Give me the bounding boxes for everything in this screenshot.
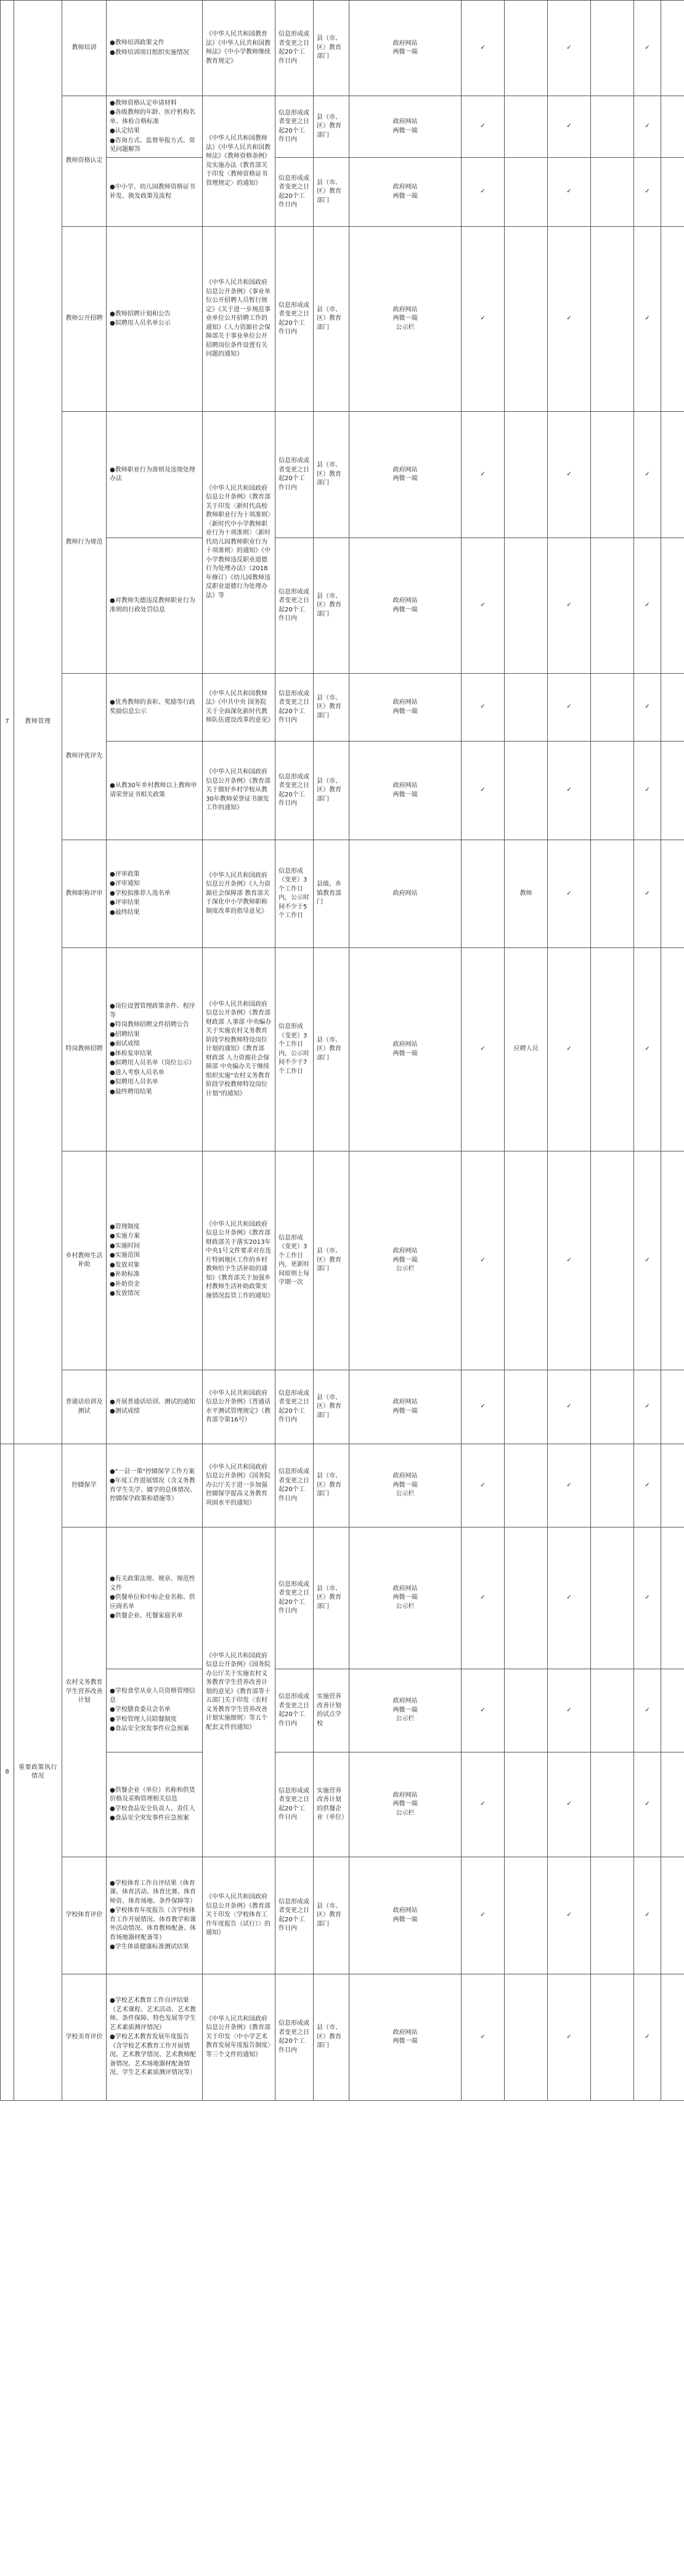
empty-cell bbox=[591, 840, 634, 948]
disclosure-channel: 政府网站 两微一端 公示栏 bbox=[349, 227, 462, 412]
content-item: ●补助标准 bbox=[110, 1271, 140, 1278]
check-mark: ✓ bbox=[634, 1527, 661, 1669]
content-item: ●发放对象 bbox=[110, 1261, 140, 1269]
content-item: ●评审通知 bbox=[110, 880, 140, 888]
disclosure-subject: 县（市、区）教育部门 bbox=[314, 1151, 349, 1370]
check-mark: ✓ bbox=[634, 1370, 661, 1444]
empty-cell bbox=[505, 96, 548, 158]
sub-category: 教师职称评审 bbox=[62, 840, 107, 948]
content-item: ●对教师失德违反教师职业行为准则的行政处罚信息 bbox=[110, 597, 195, 613]
content-item: ●教师职业行为准则及违规处理办法 bbox=[110, 466, 195, 482]
disclosure-timing: 信息形成或者变更之日起20个工作日内 bbox=[275, 96, 314, 158]
sub-category: 教师公开招聘 bbox=[62, 227, 107, 412]
empty-cell bbox=[591, 227, 634, 412]
content-item: ●拟聘用人员名单（岗位公示） bbox=[110, 1060, 195, 1066]
empty-cell bbox=[591, 1, 634, 96]
empty-cell bbox=[591, 538, 634, 674]
empty-cell bbox=[505, 1669, 548, 1752]
table-row bbox=[1, 840, 684, 948]
disclosure-content bbox=[107, 96, 203, 158]
content-item: ●最终聘用结果 bbox=[110, 1088, 152, 1095]
content-item: ●进入考察人员名单 bbox=[110, 1069, 165, 1076]
disclosure-subject: 县（市、区）教育部门 bbox=[314, 1857, 349, 1974]
check-mark: ✓ bbox=[634, 674, 661, 742]
content-item: ●拟聘用人员名单公示 bbox=[110, 320, 171, 327]
disclosure-channel: 政府网站 两微一端 公示栏 bbox=[349, 1151, 462, 1370]
disclosure-subject: 县（市、区）教育部门 bbox=[314, 538, 349, 674]
content-item: ●教师培训政策文件 bbox=[110, 39, 165, 46]
check-mark: ✓ bbox=[462, 158, 505, 227]
empty-cell bbox=[591, 96, 634, 158]
check-mark: ✓ bbox=[634, 1752, 661, 1857]
sub-category: 教师培训 bbox=[62, 1, 107, 96]
check-mark: ✓ bbox=[462, 1752, 505, 1857]
disclosure-subject: 县（市、区）教育部门 bbox=[314, 158, 349, 227]
table-row bbox=[1, 1151, 684, 1370]
empty-cell bbox=[661, 412, 684, 538]
disclosure-subject: 县（市、区）教育部门 bbox=[314, 1444, 349, 1527]
disclosure-channel: 政府网站 两微一端 bbox=[349, 742, 462, 840]
disclosure-channel: 政府网站 两微一端 公示栏 bbox=[349, 1527, 462, 1669]
empty-cell bbox=[505, 1151, 548, 1370]
content-item: ●特岗教师招聘文件招聘公告 bbox=[110, 1021, 189, 1028]
disclosure-subject: 县（市、区）教育部门 bbox=[314, 96, 349, 158]
table-row bbox=[1, 1857, 684, 1974]
disclosure-channel: 政府网站 两微一端 bbox=[349, 538, 462, 674]
disclosure-content bbox=[107, 674, 203, 742]
empty-cell bbox=[661, 1974, 684, 2101]
content-item: ●学生体质健康标准测试结果 bbox=[110, 1944, 189, 1950]
content-item: ●实施时间 bbox=[110, 1242, 140, 1249]
scope-text: 教师 bbox=[505, 840, 548, 948]
content-item: ●测试成绩 bbox=[110, 1408, 140, 1415]
disclosure-subject: 县（市、区）教育部门 bbox=[314, 1974, 349, 2101]
disclosure-timing: 信息形成或者变更之日起20个工作日内 bbox=[275, 1527, 314, 1669]
content-item: ●学校拟推荐人选名单 bbox=[110, 889, 171, 897]
empty-cell bbox=[661, 1370, 684, 1444]
content-item: ●招聘结果 bbox=[110, 1031, 140, 1038]
check-mark: ✓ bbox=[634, 96, 661, 158]
disclosure-channel: 政府网站 两微一端 公示栏 bbox=[349, 1752, 462, 1857]
disclosure-content bbox=[107, 158, 203, 227]
legal-basis: 《中华人民共和国政府信息公开条例》《国务院办公厅关于进一步加强控辍保学提高义务教育巩固水平的通知》 bbox=[203, 1444, 275, 1527]
check-mark: ✓ bbox=[548, 1151, 591, 1370]
disclosure-channel: 政府网站 两微一端 公示栏 bbox=[349, 1444, 462, 1527]
content-item: ●学校膳食委员会名单 bbox=[110, 1706, 171, 1714]
empty-cell bbox=[661, 158, 684, 227]
check-mark: ✓ bbox=[634, 538, 661, 674]
check-mark: ✓ bbox=[462, 96, 505, 158]
check-mark: ✓ bbox=[462, 948, 505, 1151]
content-item: ●最终结果 bbox=[110, 909, 140, 916]
sub-category: 乡村教师生活补助 bbox=[62, 1151, 107, 1370]
empty-cell bbox=[505, 742, 548, 840]
disclosure-content bbox=[107, 1974, 203, 2101]
check-mark: ✓ bbox=[634, 840, 661, 948]
sub-category: 特岗教师招聘 bbox=[62, 948, 107, 1151]
content-item: ●优秀教师的表彰、奖励等行政奖励信息公示 bbox=[110, 699, 195, 715]
check-mark: ✓ bbox=[462, 1857, 505, 1974]
check-mark: ✓ bbox=[634, 412, 661, 538]
empty-cell bbox=[661, 1857, 684, 1974]
group-index: 7 bbox=[1, 1, 14, 1444]
disclosure-content bbox=[107, 1370, 203, 1444]
check-mark: ✓ bbox=[462, 1, 505, 96]
empty-cell bbox=[505, 1370, 548, 1444]
disclosure-timing: 信息形成或者变更之日起20个工作日内 bbox=[275, 1752, 314, 1857]
disclosure-content bbox=[107, 1669, 203, 1752]
check-mark: ✓ bbox=[462, 412, 505, 538]
empty-cell bbox=[591, 412, 634, 538]
content-item: ●教师培训项目组织实施情况 bbox=[110, 49, 189, 56]
legal-basis: 《中华人民共和国政府信息公开条例》《国务院办公厅关于实施农村义务教育学生营养改善计划的意见》《教育部等十五部门关于印发〈农村义务教育学生营养改善计划实施细则〉等五个配套文件的通知》 bbox=[203, 1527, 275, 1857]
check-mark: ✓ bbox=[548, 1444, 591, 1527]
empty-cell bbox=[661, 840, 684, 948]
legal-basis: 《中华人民共和国政府信息公开条例》《教育部关于做好乡村学校从教30年教师荣誉证书颁发工作的通知》 bbox=[203, 742, 275, 840]
disclosure-subject: 县（市、区）教育部门 bbox=[314, 674, 349, 742]
disclosure-subject: 县（市、区）教育部门 bbox=[314, 412, 349, 538]
legal-basis: 《中华人民共和国政府信息公开条例》《人力资源社会保障部 教育部关于深化中小学教师职称制度改革的指导意见》 bbox=[203, 840, 275, 948]
empty-cell bbox=[591, 674, 634, 742]
disclosure-timing: 信息形成或者变更之日起20个工作日内 bbox=[275, 1669, 314, 1752]
check-mark: ✓ bbox=[634, 227, 661, 412]
legal-basis: 《中华人民共和国政府信息公开条例》《教育部关于印发〈学校体育工作年度报告（试行）〉的通知》 bbox=[203, 1857, 275, 1974]
sub-category: 普通话培训及测试 bbox=[62, 1370, 107, 1444]
content-item: ●认定结果 bbox=[110, 128, 140, 134]
empty-cell bbox=[591, 742, 634, 840]
group-category: 重要政策执行情况 bbox=[14, 1444, 62, 2101]
content-item: ●年度工作进展情况（含义务教育学生失学、辍学的总体情况、控辍保学政策和措施等） bbox=[110, 1478, 196, 1502]
disclosure-channel: 政府网站 两微一端 bbox=[349, 96, 462, 158]
table-body bbox=[1, 1, 684, 2101]
disclosure-channel: 政府网站 两微一端 bbox=[349, 948, 462, 1151]
empty-cell bbox=[505, 1527, 548, 1669]
disclosure-content bbox=[107, 1444, 203, 1527]
content-item: ●食品安全突发事件应急预案 bbox=[110, 1815, 189, 1822]
sub-category: 学校体育评价 bbox=[62, 1857, 107, 1974]
check-mark: ✓ bbox=[462, 1669, 505, 1752]
sub-category: 农村义务教育学生营养改善计划 bbox=[62, 1527, 107, 1857]
disclosure-timing: 信息形成（变更）3个工作日内，公示时间不少于5个工作日 bbox=[275, 840, 314, 948]
check-mark: ✓ bbox=[548, 840, 591, 948]
check-mark: ✓ bbox=[548, 227, 591, 412]
legal-basis: 《中华人民共和国教育法》《中华人民共和国教师法》《中小学教师继续教育规定》 bbox=[203, 1, 275, 96]
empty-cell bbox=[505, 1, 548, 96]
disclosure-subject: 实施营养改善计划的试点学校 bbox=[314, 1669, 349, 1752]
content-item: ●学校艺术教育发展年度报告（含学校艺术教育工作开展情况、艺术教学情况、艺术教师配备情况、艺术场地器材配备情况、学生艺术素质测评情况等） bbox=[110, 2034, 196, 2077]
disclosure-channel: 政府网站 两微一端 bbox=[349, 1370, 462, 1444]
content-item: ●岗位设置管理政策条件、程序等 bbox=[110, 1003, 195, 1019]
content-item: ●学校食堂从业人员资格管理信息 bbox=[110, 1688, 195, 1704]
content-item: ●从教30年乡村教师以上教师申请荣誉证书相关政策 bbox=[110, 782, 197, 798]
sub-category: 教师行为规范 bbox=[62, 412, 107, 674]
group-category: 教师管理 bbox=[14, 1, 62, 1444]
disclosure-channel: 政府网站 两微一端 bbox=[349, 1, 462, 96]
empty-cell bbox=[591, 1752, 634, 1857]
table-row bbox=[1, 1444, 684, 1527]
content-item: ●咨询方式、监督举报方式、常见问题解答 bbox=[110, 137, 195, 153]
empty-cell bbox=[505, 412, 548, 538]
check-mark: ✓ bbox=[548, 1527, 591, 1669]
empty-cell bbox=[661, 1669, 684, 1752]
legal-basis: 《中华人民共和国政府信息公开条例》《事业单位公开招聘人员暂行规定》《关于进一步规范事业单位公开招聘工作的通知》《人力资源社会保障部关于事业单位公开招聘岗位条件设置有关问题的通知》 bbox=[203, 227, 275, 412]
empty-cell bbox=[661, 742, 684, 840]
empty-cell bbox=[661, 1752, 684, 1857]
content-item: ●体检复审结果 bbox=[110, 1050, 152, 1057]
empty-cell bbox=[591, 158, 634, 227]
table-row bbox=[1, 1, 684, 96]
empty-cell bbox=[505, 674, 548, 742]
content-item: ●教师资格认定申请材料 bbox=[110, 99, 177, 107]
check-mark: ✓ bbox=[548, 96, 591, 158]
content-item: ●学校食品安全负责人、责任人 bbox=[110, 1805, 195, 1812]
empty-cell bbox=[591, 1527, 634, 1669]
disclosure-timing: 信息形成或者变更之日起20个工作日内 bbox=[275, 1974, 314, 2101]
disclosure-content bbox=[107, 948, 203, 1151]
table-row bbox=[1, 227, 684, 412]
empty-cell bbox=[661, 674, 684, 742]
disclosure-subject: 县（市、区）教育部门 bbox=[314, 742, 349, 840]
disclosure-channel: 政府网站 两微一端 bbox=[349, 674, 462, 742]
disclosure-timing: 信息形成或者变更之日起20个工作日内 bbox=[275, 158, 314, 227]
empty-cell bbox=[505, 538, 548, 674]
check-mark: ✓ bbox=[462, 1527, 505, 1669]
check-mark: ✓ bbox=[548, 1857, 591, 1974]
check-mark: ✓ bbox=[462, 1974, 505, 2101]
disclosure-content bbox=[107, 1151, 203, 1370]
table-row bbox=[1, 96, 684, 158]
check-mark: ✓ bbox=[634, 158, 661, 227]
content-item: ●供餐企业（单位）名称和供货价格及采购管理相关信息 bbox=[110, 1786, 195, 1802]
disclosure-timing: 信息形成或者变更之日起20个工作日内 bbox=[275, 674, 314, 742]
disclosure-channel: 政府网站 两微一端 公示栏 bbox=[349, 1669, 462, 1752]
disclosure-timing: 信息形成或者变更之日起20个工作日内 bbox=[275, 742, 314, 840]
check-mark: ✓ bbox=[634, 742, 661, 840]
empty-cell bbox=[661, 948, 684, 1151]
disclosure-subject: 县（市、区）教育部门 bbox=[314, 227, 349, 412]
scope-text: 应聘人员 bbox=[505, 948, 548, 1151]
empty-cell bbox=[505, 227, 548, 412]
content-item: ●食品安全突发事件应急预案 bbox=[110, 1725, 189, 1733]
disclosure-content bbox=[107, 742, 203, 840]
check-mark: ✓ bbox=[634, 1669, 661, 1752]
empty-cell bbox=[661, 1444, 684, 1527]
disclosure-subject: 县（市、区）教育部门 bbox=[314, 1527, 349, 1669]
check-mark: ✓ bbox=[462, 538, 505, 674]
check-mark: ✓ bbox=[548, 1974, 591, 2101]
disclosure-timing: 信息形成或者变更之日起20个工作日内 bbox=[275, 412, 314, 538]
sub-category: 控辍保学 bbox=[62, 1444, 107, 1527]
disclosure-timing: 信息形成或者变更之日起20个工作日内 bbox=[275, 1, 314, 96]
disclosure-channel: 政府网站 两微一端 bbox=[349, 1974, 462, 2101]
content-item: ●评审政策 bbox=[110, 870, 140, 878]
table-row bbox=[1, 948, 684, 1151]
content-item: ●教师招聘计划和公告 bbox=[110, 310, 171, 317]
content-item: ●实施范围 bbox=[110, 1252, 140, 1259]
disclosure-subject: 县（市、区）教育部门 bbox=[314, 948, 349, 1151]
disclosure-subject: 县（市、区）教育部门 bbox=[314, 1370, 349, 1444]
check-mark: ✓ bbox=[462, 227, 505, 412]
empty-cell bbox=[505, 1974, 548, 2101]
content-item: ●供餐企业、托餐家庭名单 bbox=[110, 1613, 183, 1620]
disclosure-content bbox=[107, 412, 203, 538]
disclosure-channel: 政府网站 两微一端 bbox=[349, 412, 462, 538]
empty-cell bbox=[462, 840, 505, 948]
empty-cell bbox=[661, 1527, 684, 1669]
check-mark: ✓ bbox=[548, 674, 591, 742]
legal-basis: 《中华人民共和国教师法》《中华人民共和国教师法》《教师资格条例》及实施办法《教育部关于印发〈教师资格证书管理规定〉的通知》 bbox=[203, 96, 275, 227]
disclosure-channel: 政府网站 两微一端 bbox=[349, 1857, 462, 1974]
content-item: ●拟聘用人员名单 bbox=[110, 1079, 158, 1086]
disclosure-timing: 信息形成或者变更之日起20个工作日内 bbox=[275, 1444, 314, 1527]
disclosure-timing: 信息形成或者变更之日起20个工作日内 bbox=[275, 1857, 314, 1974]
empty-cell bbox=[505, 1444, 548, 1527]
disclosure-channel: 政府网站 bbox=[349, 840, 462, 948]
empty-cell bbox=[591, 1444, 634, 1527]
disclosure-subject: 实施营养改善计划的供餐企业（单位） bbox=[314, 1752, 349, 1857]
content-item: ●供餐单位和中标企业名称、供应商名单 bbox=[110, 1594, 195, 1610]
empty-cell bbox=[591, 948, 634, 1151]
content-item: ●各级教师的年龄、医疗机构名单、体检合格标准 bbox=[110, 109, 195, 125]
table-row bbox=[1, 412, 684, 538]
content-item: ●面试成绩 bbox=[110, 1041, 140, 1047]
table-row bbox=[1, 1527, 684, 1669]
disclosure-channel: 政府网站 两微一端 bbox=[349, 158, 462, 227]
disclosure-timing: 信息形成或者变更之日起20个工作日内 bbox=[275, 227, 314, 412]
content-item: ●学校体育工作自评结果（体育课、体育活动、体育比赛、体育师资、体育场地、条件保障等） bbox=[110, 1879, 196, 1905]
empty-cell bbox=[505, 1752, 548, 1857]
empty-cell bbox=[661, 1151, 684, 1370]
disclosure-timing: 信息形成或者变更之日起20个工作日内 bbox=[275, 538, 314, 674]
check-mark: ✓ bbox=[634, 1974, 661, 2101]
disclosure-subject: 县级、乡镇教育部门 bbox=[314, 840, 349, 948]
content-item: ●开展普通话培训、测试的通知 bbox=[110, 1398, 195, 1405]
table-row bbox=[1, 674, 684, 742]
legal-basis: 《中华人民共和国教师法》《中共中央 国务院关于全面深化新时代教师队伍建设改革的意见》 bbox=[203, 674, 275, 742]
empty-cell bbox=[661, 538, 684, 674]
content-item: ●实施方案 bbox=[110, 1233, 140, 1240]
check-mark: ✓ bbox=[634, 948, 661, 1151]
check-mark: ✓ bbox=[548, 1669, 591, 1752]
empty-cell bbox=[505, 1857, 548, 1974]
content-item: ●补助资金 bbox=[110, 1280, 140, 1288]
check-mark: ✓ bbox=[548, 1, 591, 96]
empty-cell bbox=[661, 1, 684, 96]
disclosure-timing: 信息形成（变更）3个工作日内，公示时间不少于7个工作日 bbox=[275, 948, 314, 1151]
check-mark: ✓ bbox=[548, 948, 591, 1151]
check-mark: ✓ bbox=[634, 1151, 661, 1370]
check-mark: ✓ bbox=[548, 1370, 591, 1444]
sub-category: 学校美育评价 bbox=[62, 1974, 107, 2101]
check-mark: ✓ bbox=[634, 1857, 661, 1974]
disclosure-content bbox=[107, 1752, 203, 1857]
check-mark: ✓ bbox=[462, 1444, 505, 1527]
legal-basis: 《中华人民共和国政府信息公开条例》《教育部 财政部 人事部 中央编办关于实施农村义务教育阶段学校教师特设岗位计划的通知》《教育部 财政部 人力资源社会保障部 中央编办关于继续组织实施"农村义务教育阶段学校教师特设岗位计划"的通知》 bbox=[203, 948, 275, 1151]
empty-cell bbox=[591, 1857, 634, 1974]
disclosure-content bbox=[107, 1527, 203, 1669]
check-mark: ✓ bbox=[462, 742, 505, 840]
empty-cell bbox=[591, 1370, 634, 1444]
group-index: 8 bbox=[1, 1444, 14, 2101]
legal-basis: 《中华人民共和国政府信息公开条例》《普通话水平测试管理规定》（教育部令第16号） bbox=[203, 1370, 275, 1444]
content-item: ●评审结果 bbox=[110, 899, 140, 907]
empty-cell bbox=[661, 227, 684, 412]
legal-basis: 《中华人民共和国政府信息公开条例》《教育部关于印发〈新时代高校教师职业行为十项准则〉〈新时代中小学教师职业行为十项准则〉〈新时代幼儿园教师职业行为十项准则〉的通知》《中小学教师违反职业道德行为处理办法》（2018年修订）《幼儿园教师违反职业道德行为处理办法》等 bbox=[203, 412, 275, 674]
empty-cell bbox=[661, 96, 684, 158]
check-mark: ✓ bbox=[548, 742, 591, 840]
content-item: ●学校艺术教育工作自评结果（艺术课程、艺术活动、艺术教师、条件保障、特色发展等学生艺术素质测评情况） bbox=[110, 1997, 196, 2031]
legal-basis: 《中华人民共和国政府信息公开条例》《教育部 财政部关于落实2013年中央1号文件要求对在连片特困地区工作的乡村教师给予生活补助的通知》《教育部关于加强乡村教师生活补助政策实施情况监管工作的通知》 bbox=[203, 1151, 275, 1370]
check-mark: ✓ bbox=[548, 412, 591, 538]
content-item: ●有关政策法规、规章、规范性文件 bbox=[110, 1576, 195, 1592]
disclosure-content bbox=[107, 840, 203, 948]
content-item: ●学校管理人员陪餐制度 bbox=[110, 1715, 177, 1723]
check-mark: ✓ bbox=[548, 1752, 591, 1857]
disclosure-content bbox=[107, 227, 203, 412]
check-mark: ✓ bbox=[462, 1370, 505, 1444]
empty-cell bbox=[591, 1974, 634, 2101]
disclosure-content bbox=[107, 1857, 203, 1974]
check-mark: ✓ bbox=[462, 1151, 505, 1370]
disclosure-content bbox=[107, 538, 203, 674]
sub-category: 教师资格认定 bbox=[62, 96, 107, 227]
table-row bbox=[1, 1370, 684, 1444]
content-item: ●"一县一策"控辍保学工作方案 bbox=[110, 1468, 195, 1475]
disclosure-timing: 信息形成或者变更之日起20个工作日内 bbox=[275, 1370, 314, 1444]
legal-basis: 《中华人民共和国政府信息公开条例》《教育部关于印发〈中小学艺术教育发展年度报告制度〉等三个文件的通知》 bbox=[203, 1974, 275, 2101]
check-mark: ✓ bbox=[548, 158, 591, 227]
check-mark: ✓ bbox=[548, 538, 591, 674]
check-mark: ✓ bbox=[634, 1, 661, 96]
content-item: ●中小学、幼儿园教师资格证书补发、换发政策及流程 bbox=[110, 184, 195, 200]
empty-cell bbox=[505, 158, 548, 227]
disclosure-timing: 信息形成（变更）3个工作日内，更新时间原则上每学期一次 bbox=[275, 1151, 314, 1370]
disclosure-content bbox=[107, 1, 203, 96]
disclosure-subject: 县（市、区）教育部门 bbox=[314, 1, 349, 96]
table-row bbox=[1, 1974, 684, 2101]
empty-cell bbox=[591, 1669, 634, 1752]
content-item: ●发放情况 bbox=[110, 1290, 140, 1297]
check-mark: ✓ bbox=[634, 1444, 661, 1527]
content-item: ●管理制度 bbox=[110, 1223, 140, 1230]
check-mark: ✓ bbox=[462, 674, 505, 742]
sub-category: 教师评优评先 bbox=[62, 674, 107, 840]
content-item: ●学校体育年度报告（含学校体育工作开展情况、体育教学和课外活动情况、体育教师配备、体育场地器材配备等） bbox=[110, 1907, 196, 1941]
empty-cell bbox=[591, 1151, 634, 1370]
